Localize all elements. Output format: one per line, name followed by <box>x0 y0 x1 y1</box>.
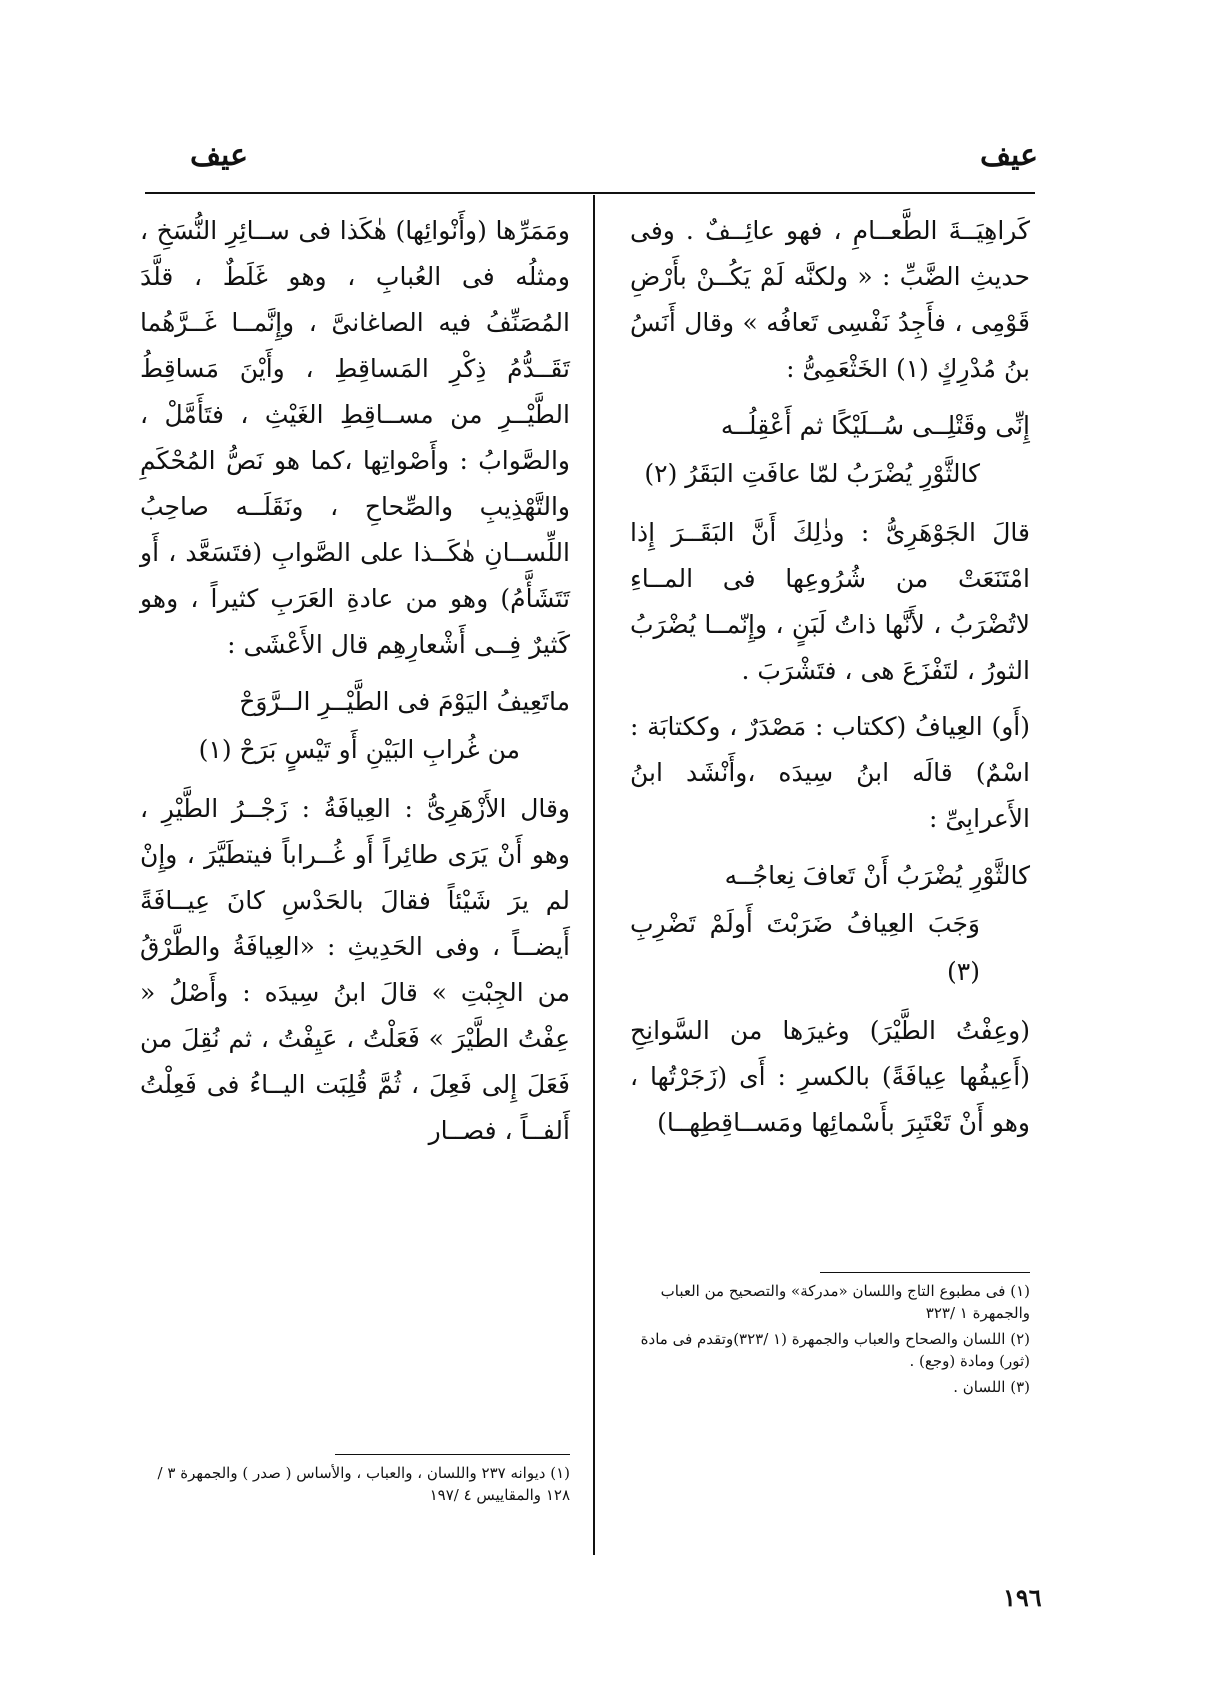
right-headword: عيف <box>980 138 1039 173</box>
footnote-rule <box>335 1454 570 1455</box>
header-rule <box>145 192 1035 194</box>
right-footnotes <box>630 1280 1030 1402</box>
footnote: (٢) اللسان والصحاح والعباب والجمهرة (١ /٣٢٣)وتقدم فى مادة (ثور) ومادة (وجع) . <box>640 1330 1030 1370</box>
paragraph: ومَمَرِّها (وأَنْوائِها) هٰكَذا فى ســائِرِ النُّسَخِ ، ومثلُه فى العُبابِ ، وهو غَلَطٌ ، قلَّدَ المُصَنِّفُ فيه الصاغانىَّ ، وإِنَّمــا غَــرَّهُما تَقَــدُّمُ ذِكْرِ المَساقِطِ ، وأَيْنَ مَساقِطُ الطَّيْــرِ من مســاقِطِ الغَيْثِ ، فتَأَمَّلْ ، والصَّوابُ : وأَصْواتِها ،كما هو نَصُّ المُحْكَمِ والتَّهْذِيبِ والصِّحاحِ ، ونَقَلَــه صاحِبُ اللِّســانِ هٰكَــذا على الصَّوابِ (فتَسَعَّد ، أَو تَتَشَأَّمُ) وهو من عادةِ العَرَبِ كثيراً ، وهو كَثيرٌ فِــى أَشْعارِهِم قال الأَعْشَى : <box>140 216 570 659</box>
verse <box>140 678 570 774</box>
footnote: (٣) اللسان . <box>953 1378 1030 1396</box>
column-divider <box>593 195 595 1555</box>
left-footnotes <box>140 1462 570 1510</box>
verse <box>630 852 1030 996</box>
right-column <box>630 208 1030 1156</box>
verse-hemistich: كالثَّوْرِ يُضْرَبُ أَنْ تَعافَ نِعاجُــه <box>724 861 1030 890</box>
paragraph: (أَو) العِيافُ (ككتاب : مَصْدَرٌ ، وككتابَة : اسْمٌ) قالَه ابنُ سِيدَه ،وأَنْشَد ابنُ الأَعرابِىِّ : <box>630 712 1030 833</box>
page-number: ١٩٦ <box>1003 1583 1042 1612</box>
verse-hemistich: وَجَبَ العِيافُ ضَرَبْتَ أَولَمْ تَضْرِبِ (٣) <box>630 909 980 986</box>
verse-hemistich: كالثَّوْرِ يُضْرَبُ لمّا عافَتِ البَقَرُ (٢) <box>644 459 980 488</box>
verse-hemistich: من غُرابِ البَيْنِ أَو تَيْسٍ بَرَحْ (١) <box>198 735 520 764</box>
footnote-rule <box>820 1272 1030 1273</box>
paragraph: (وعِفْتُ الطَّيْرَ) وغيرَها من السَّوانِحِ (أَعِيفُها عِيافَةً) بالكسرِ : أَى (زَجَرْتُها ، وهو أَنْ تَعْتَبِرَ بأَسْمائِها ومَســاقِطِهــا) <box>630 1016 1030 1137</box>
verse <box>630 402 1030 498</box>
footnote: (١) ديوانه ٢٣٧ واللسان ، والعباب ، والأساس ( صدر ) والجمهرة ٣ /١٢٨ والمقاييس ٤ /١٩٧ <box>157 1464 570 1504</box>
left-headword: عيف <box>190 138 249 173</box>
paragraph: وقال الأَزْهَرِىُّ : العِيافَةُ : زَجْــرُ الطَّيْرِ ، وهو أَنْ يَرَى طائِراً أَو غُــراباً فيتطَيَّرَ ، وإِنْ لم يرَ شَيْئاً فقالَ بالحَدْسِ كانَ عِيــافَةً أَيضــاً ، وفى الحَدِيثِ : «العِيافَةُ والطَّرْقُ من الجِبْتِ » قالَ ابنُ سِيدَه : وأَصْلُ « عِفْتُ الطَّيْرَ » فَعَلْتُ ، عَيِفْتُ ، ثم نُقِلَ من فَعَلَ إِلى فَعِلَ ، ثُمَّ قُلِبَت اليــاءُ فى فَعِلْتُ أَلفــاً ، فصــار <box>140 794 570 1145</box>
left-column <box>140 208 570 1164</box>
verse-hemistich: ماتَعِيفُ اليَوْمَ فى الطَّيْــرِ الــرَّوَحْ <box>239 687 570 716</box>
verse-hemistich: إِنِّى وقَتْلِــى سُــلَيْكًا ثم أَعْقِلُــه <box>720 411 1030 440</box>
footnote: (١) فى مطبوع التاج واللسان «مدركة» والتصحيح من العباب والجمهرة ١ /٣٢٣ <box>660 1282 1030 1322</box>
paragraph: قالَ الجَوْهَرِىُّ : وذٰلِكَ أَنَّ البَقَــرَ إِذا امْتَنَعَتْ من شُرُوعِها فى المــاءِ لاتُضْرَبُ ، لأَنَّها ذاتُ لَبَنٍ ، وإِنّمــا يُضْرَبُ الثورُ ، لتَفْزَعَ هى ، فتَشْرَبَ . <box>630 518 1030 685</box>
paragraph: كَراهِيَــةَ الطَّعــامِ ، فهو عائِــفٌ . وفى حديثِ الضَّبِّ : « ولكنَّه لَمْ يَكُــنْ بأَرْضِ قَوْمِى ، فأَجِدُ نَفْسِى تَعافُه » وقال أَنَسُ بنُ مُدْرِكٍ (١) الخَثْعَمِىُّ : <box>630 216 1030 383</box>
